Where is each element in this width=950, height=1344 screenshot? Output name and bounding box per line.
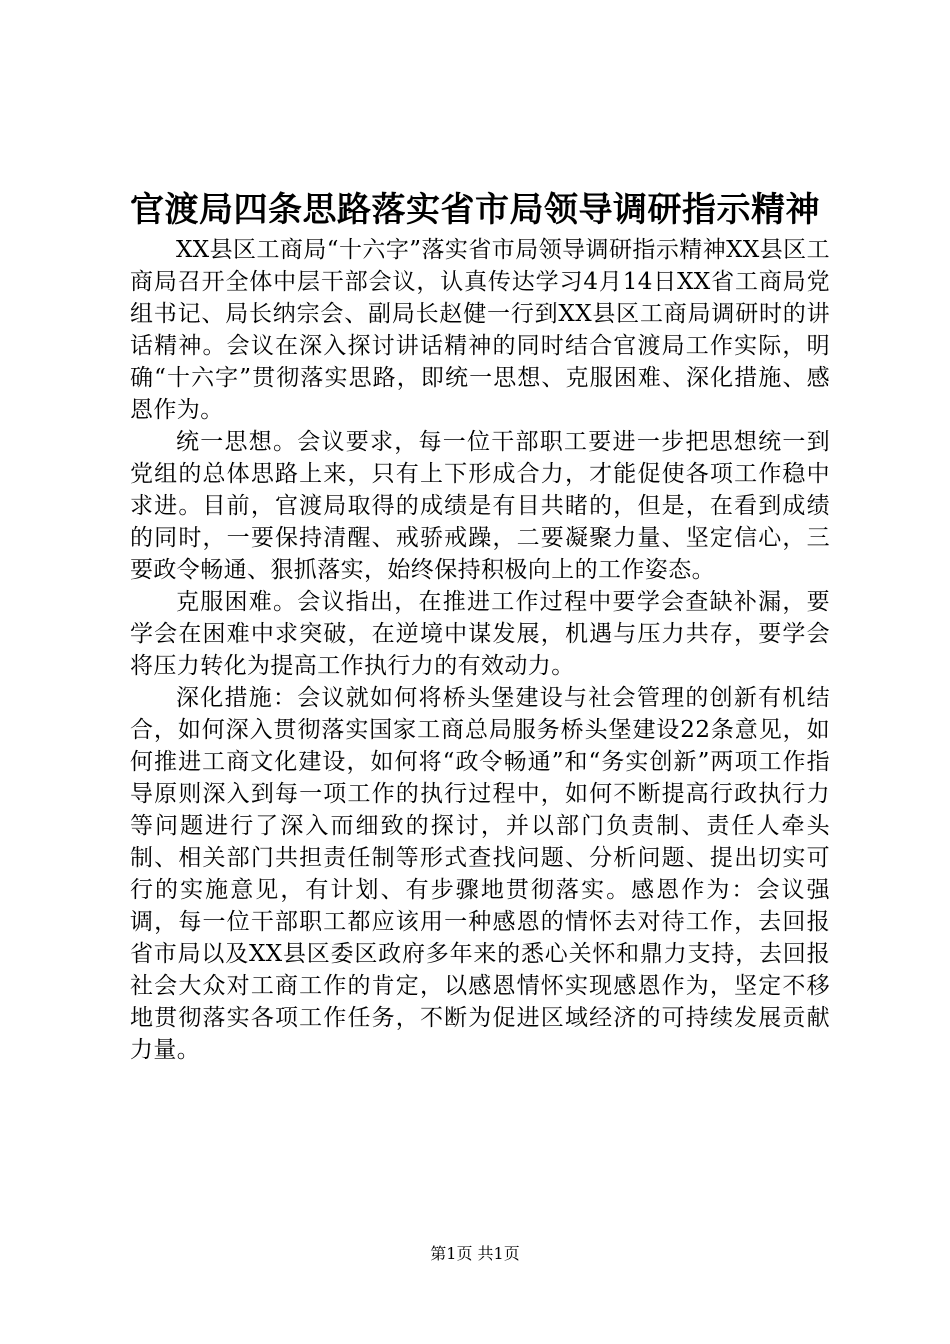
- paragraph-intro: XX县区工商局“十六字”落实省市局领导调研指示精神XX县区工商局召开全体中层干部会议，认真传达学习4月14日XX省工商局党组书记、局长纳宗会、副局长赵健一行到XX县区工商局调研时的讲话精神。会议在深入探讨讲话精神的同时结合官渡局工作实际，明确“十六字”贯彻落实思路，即统一思想、克服困难、深化措施、感恩作为。: [130, 237, 830, 423]
- document-body: [130, 234, 830, 1066]
- page-number: 第1页 共1页: [430, 1244, 520, 1263]
- document-title: 官渡局四条思路落实省市局领导调研指示精神: [130, 190, 820, 230]
- paragraph-deepen-measures: 深化措施：会议就如何将桥头堡建设与社会管理的创新有机结合，如何深入贯彻落实国家工商总局服务桥头堡建设22条意见，如何推进工商文化建设，如何将“政令畅通”和“务实创新”两项工作指导原则深入到每一项工作的执行过程中，如何不断提高行政执行力等问题进行了深入而细致的探讨，并以部门负责制、责任人牵头制、相关部门共担责任制等形式查找问题、分析问题、提出切实可行的实施意见，有计划、有步骤地贯彻落实。感恩作为：会议强调，每一位干部职工都应该用一种感恩的情怀去对待工作，去回报省市局以及XX县区委区政府多年来的悉心关怀和鼎力支持，去回报社会大众对工商工作的肯定，以感恩情怀实现感恩作为，坚定不移地贯彻落实各项工作任务，不断为促进区域经济的可持续发展贡献力量。: [130, 685, 830, 1063]
- paragraph-unify-thinking: 统一思想。会议要求，每一位干部职工要进一步把思想统一到党组的总体思路上来，只有上下形成合力，才能促使各项工作稳中求进。目前，官渡局取得的成绩是有目共睹的，但是，在看到成绩的同时，一要保持清醒、戒骄戒躁，二要凝聚力量、坚定信心，三要政令畅通、狠抓落实，始终保持积极向上的工作姿态。: [130, 429, 830, 583]
- paragraph-overcome-difficulties: 克服困难。会议指出，在推进工作过程中要学会查缺补漏，要学会在困难中求突破，在逆境中谋发展，机遇与压力共存，要学会将压力转化为提高工作执行力的有效动力。: [130, 589, 830, 679]
